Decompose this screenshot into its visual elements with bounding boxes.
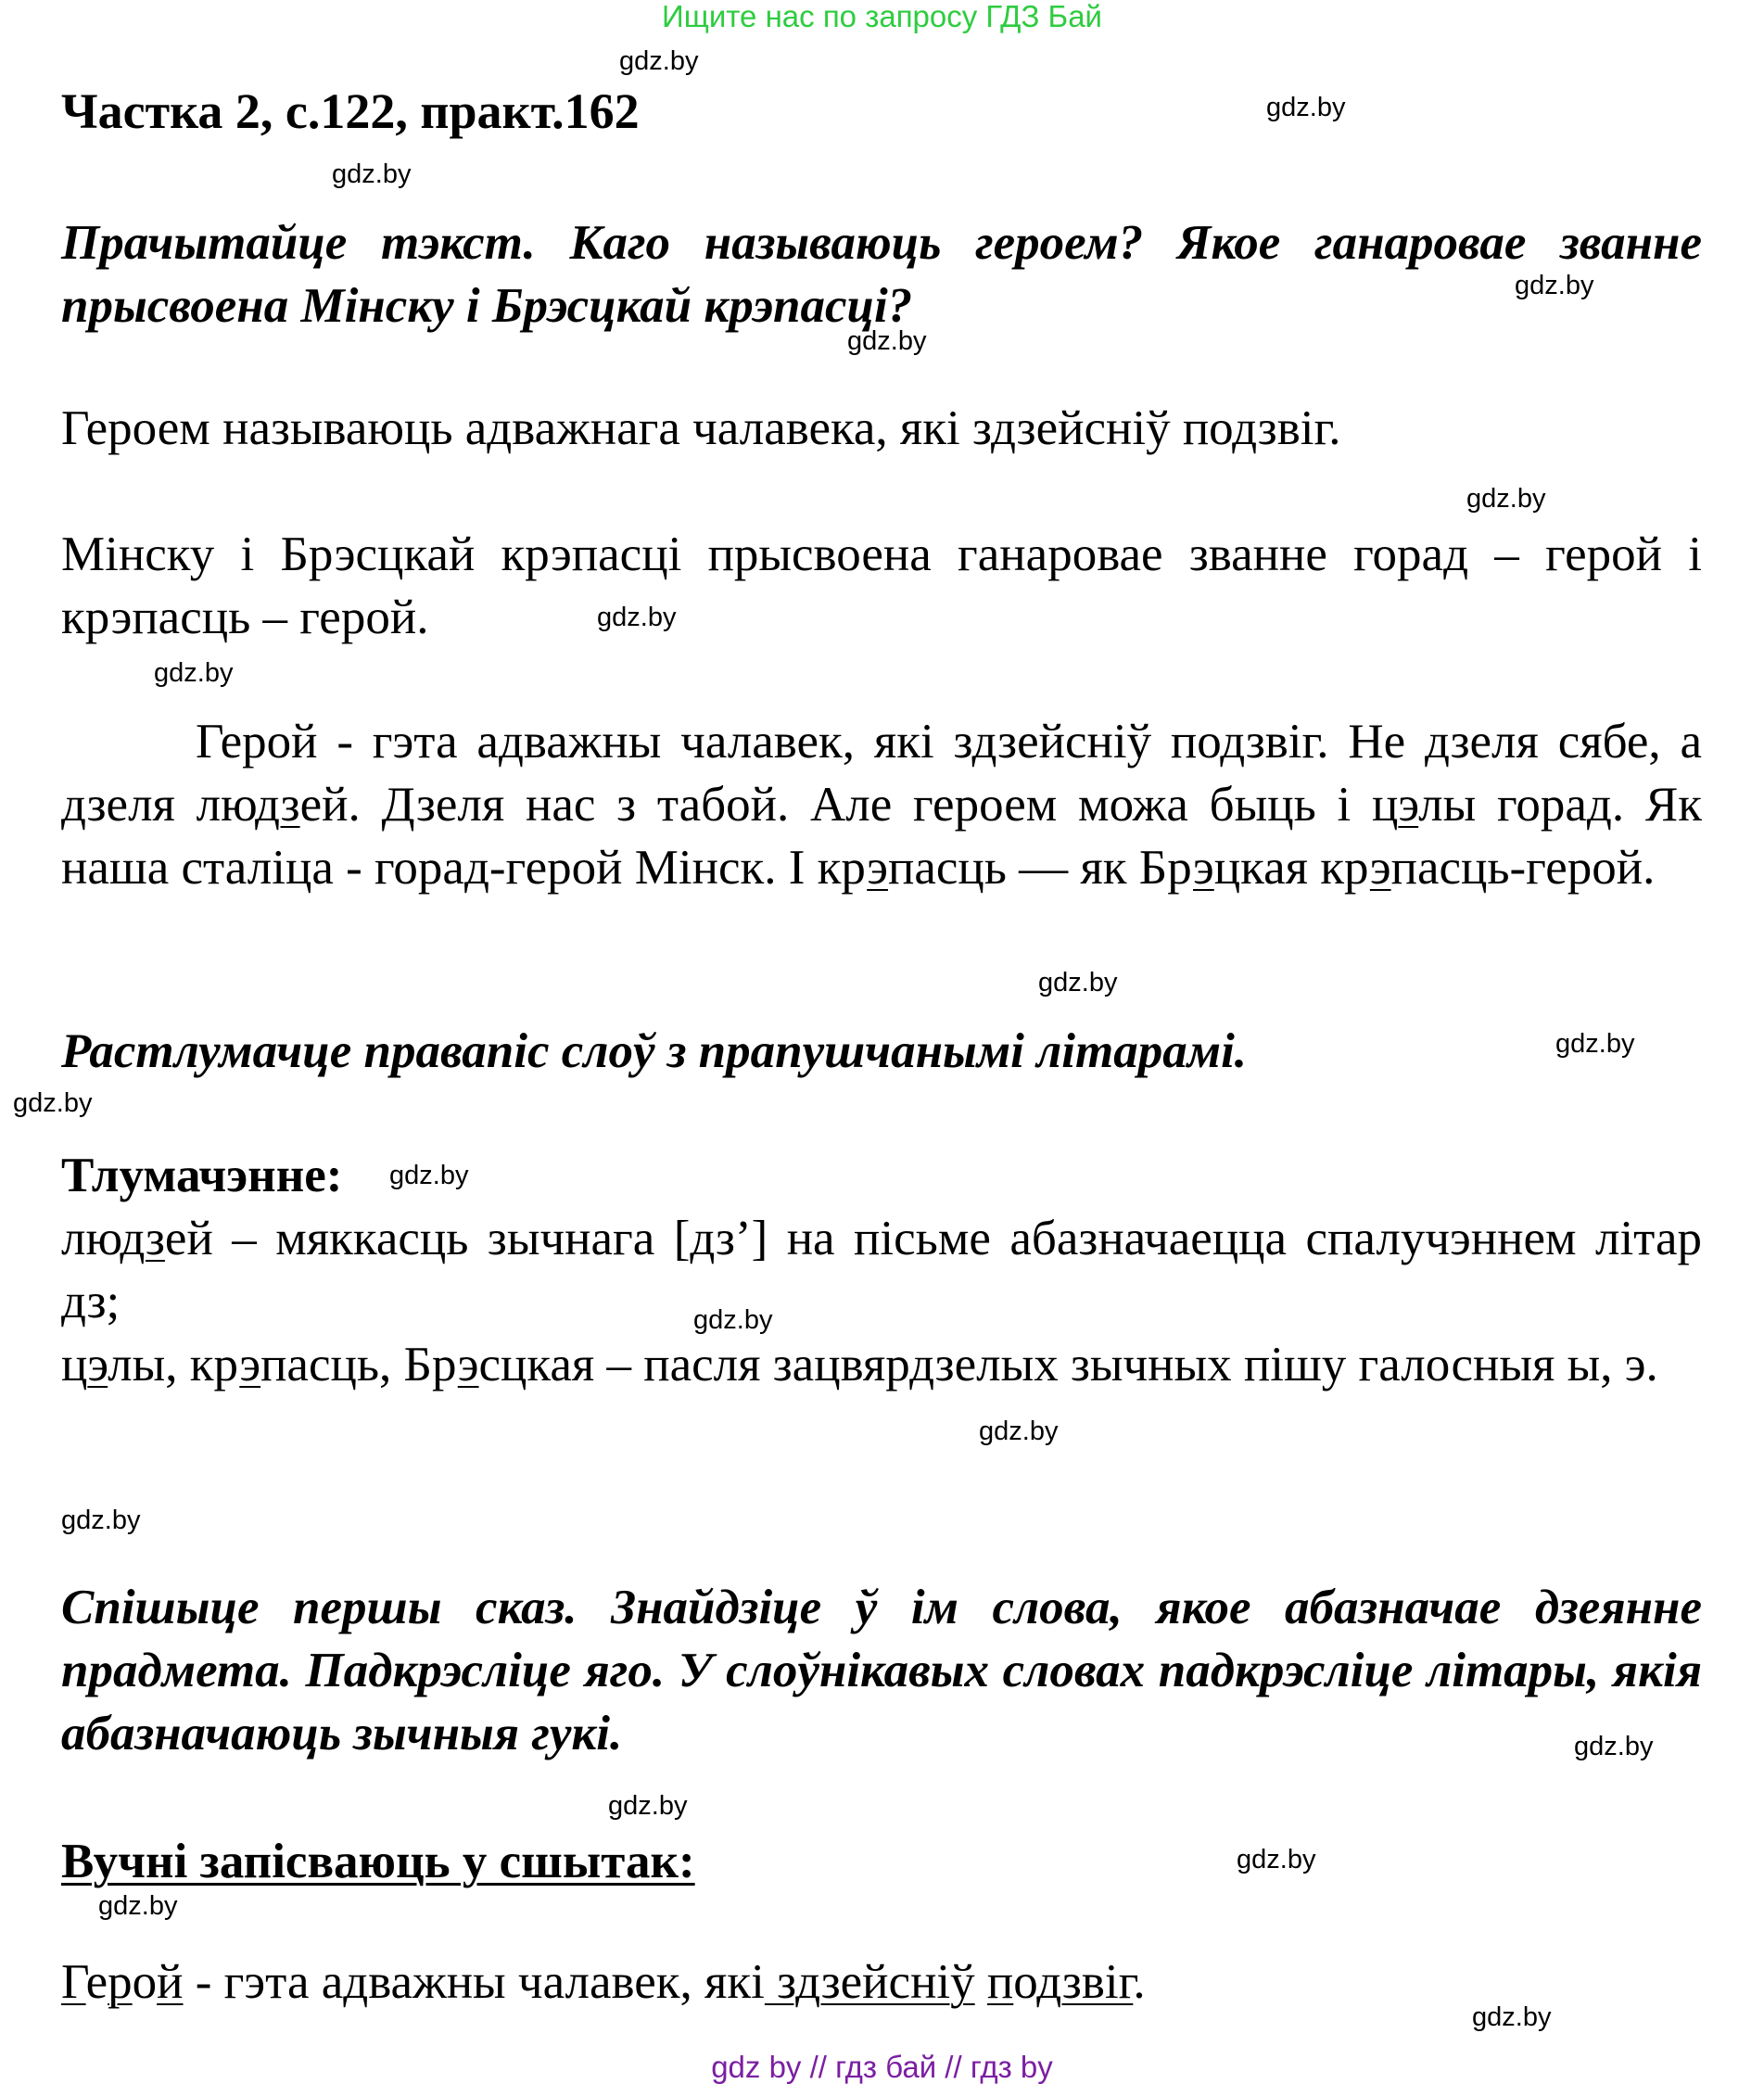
watermark: gdz.by	[619, 46, 699, 76]
task-2: Растлумачце правапіс слоў з прапушчанымі літарамі.	[61, 1024, 1248, 1078]
watermark: gdz.by	[98, 1891, 178, 1921]
watermark: gdz.by	[13, 1088, 93, 1118]
watermark: gdz.by	[1466, 484, 1546, 514]
watermark: gdz.by	[61, 1506, 141, 1535]
page-title: Частка 2, с.122, практ.162	[61, 83, 640, 139]
watermark: gdz.by	[154, 658, 234, 688]
watermark: gdz.by	[389, 1161, 469, 1190]
passage: Герой - гэта адважны чалавек, які здзейсніў подзвіг. Не дзеля сябе, а дзеля людзей. Дзеля нас з табой. Але героем можа быць і цэлы горад. Як наша сталіца - горад-герой Мінск. І крэпасць — як Брэцкая крэпасць-герой.	[61, 715, 1702, 895]
watermark: gdz.by	[1555, 1029, 1635, 1059]
task-1: Прачытайце тэкст. Каго называюць героем? Якое ганаровае званне прысвоена Мінску і Брэсцкай крэпасці?	[61, 216, 1702, 333]
watermark: gdz.by	[979, 1417, 1059, 1446]
watermark: gdz.by	[332, 159, 412, 189]
task-3: Спішыце першы сказ. Знайдзіце ў ім слова, якое абазначае дзеянне прадмета. Падкрэсліце яго. У слоўнікавых словах падкрэсліце літары, якія абазначаюць зычныя гукі.	[61, 1581, 1702, 1760]
watermark: gdz.by	[1237, 1845, 1316, 1874]
watermark: gdz.by	[608, 1791, 688, 1821]
explanation-line-2: цэлы, крэпасць, Брэсцкая – пасля зацвярдзелых зычных пішу галосныя ы, э.	[61, 1338, 1658, 1391]
watermark: gdz.by	[1266, 93, 1346, 122]
top-banner[interactable]: Ищите нас по запросу ГДЗ Бай	[662, 0, 1102, 33]
watermark: gdz.by	[1515, 271, 1594, 300]
watermark: gdz.by	[1472, 2002, 1552, 2032]
notebook-sentence: Герой - гэта адважны чалавек, які здзейсніў подзвіг.	[61, 1955, 1146, 2009]
answer-1: Героем называюць адважнага чалавека, які здзейсніў подзвіг.	[61, 401, 1341, 455]
answer-2: Мінску і Брэсцкай крэпасці прысвоена ганаровае званне горад – герой і крэпасць – герой.	[61, 527, 1702, 644]
watermark: gdz.by	[847, 326, 927, 356]
watermark: gdz.by	[597, 603, 677, 632]
watermark: gdz.by	[1574, 1732, 1654, 1761]
notebook-heading: Вучні запісваюць у сшытак:	[61, 1835, 695, 1888]
explanation-line-1: людзей – мяккасць зычнага [дз’] на пісьме абазначаецца спалучэннем літар дз;	[61, 1212, 1702, 1328]
watermark: gdz.by	[1038, 968, 1118, 998]
watermark: gdz.by	[693, 1305, 773, 1335]
explanation-label: Тлумачэнне:	[61, 1149, 343, 1202]
footer-links[interactable]: gdz by // гдз бай // гдз by	[711, 2050, 1053, 2084]
